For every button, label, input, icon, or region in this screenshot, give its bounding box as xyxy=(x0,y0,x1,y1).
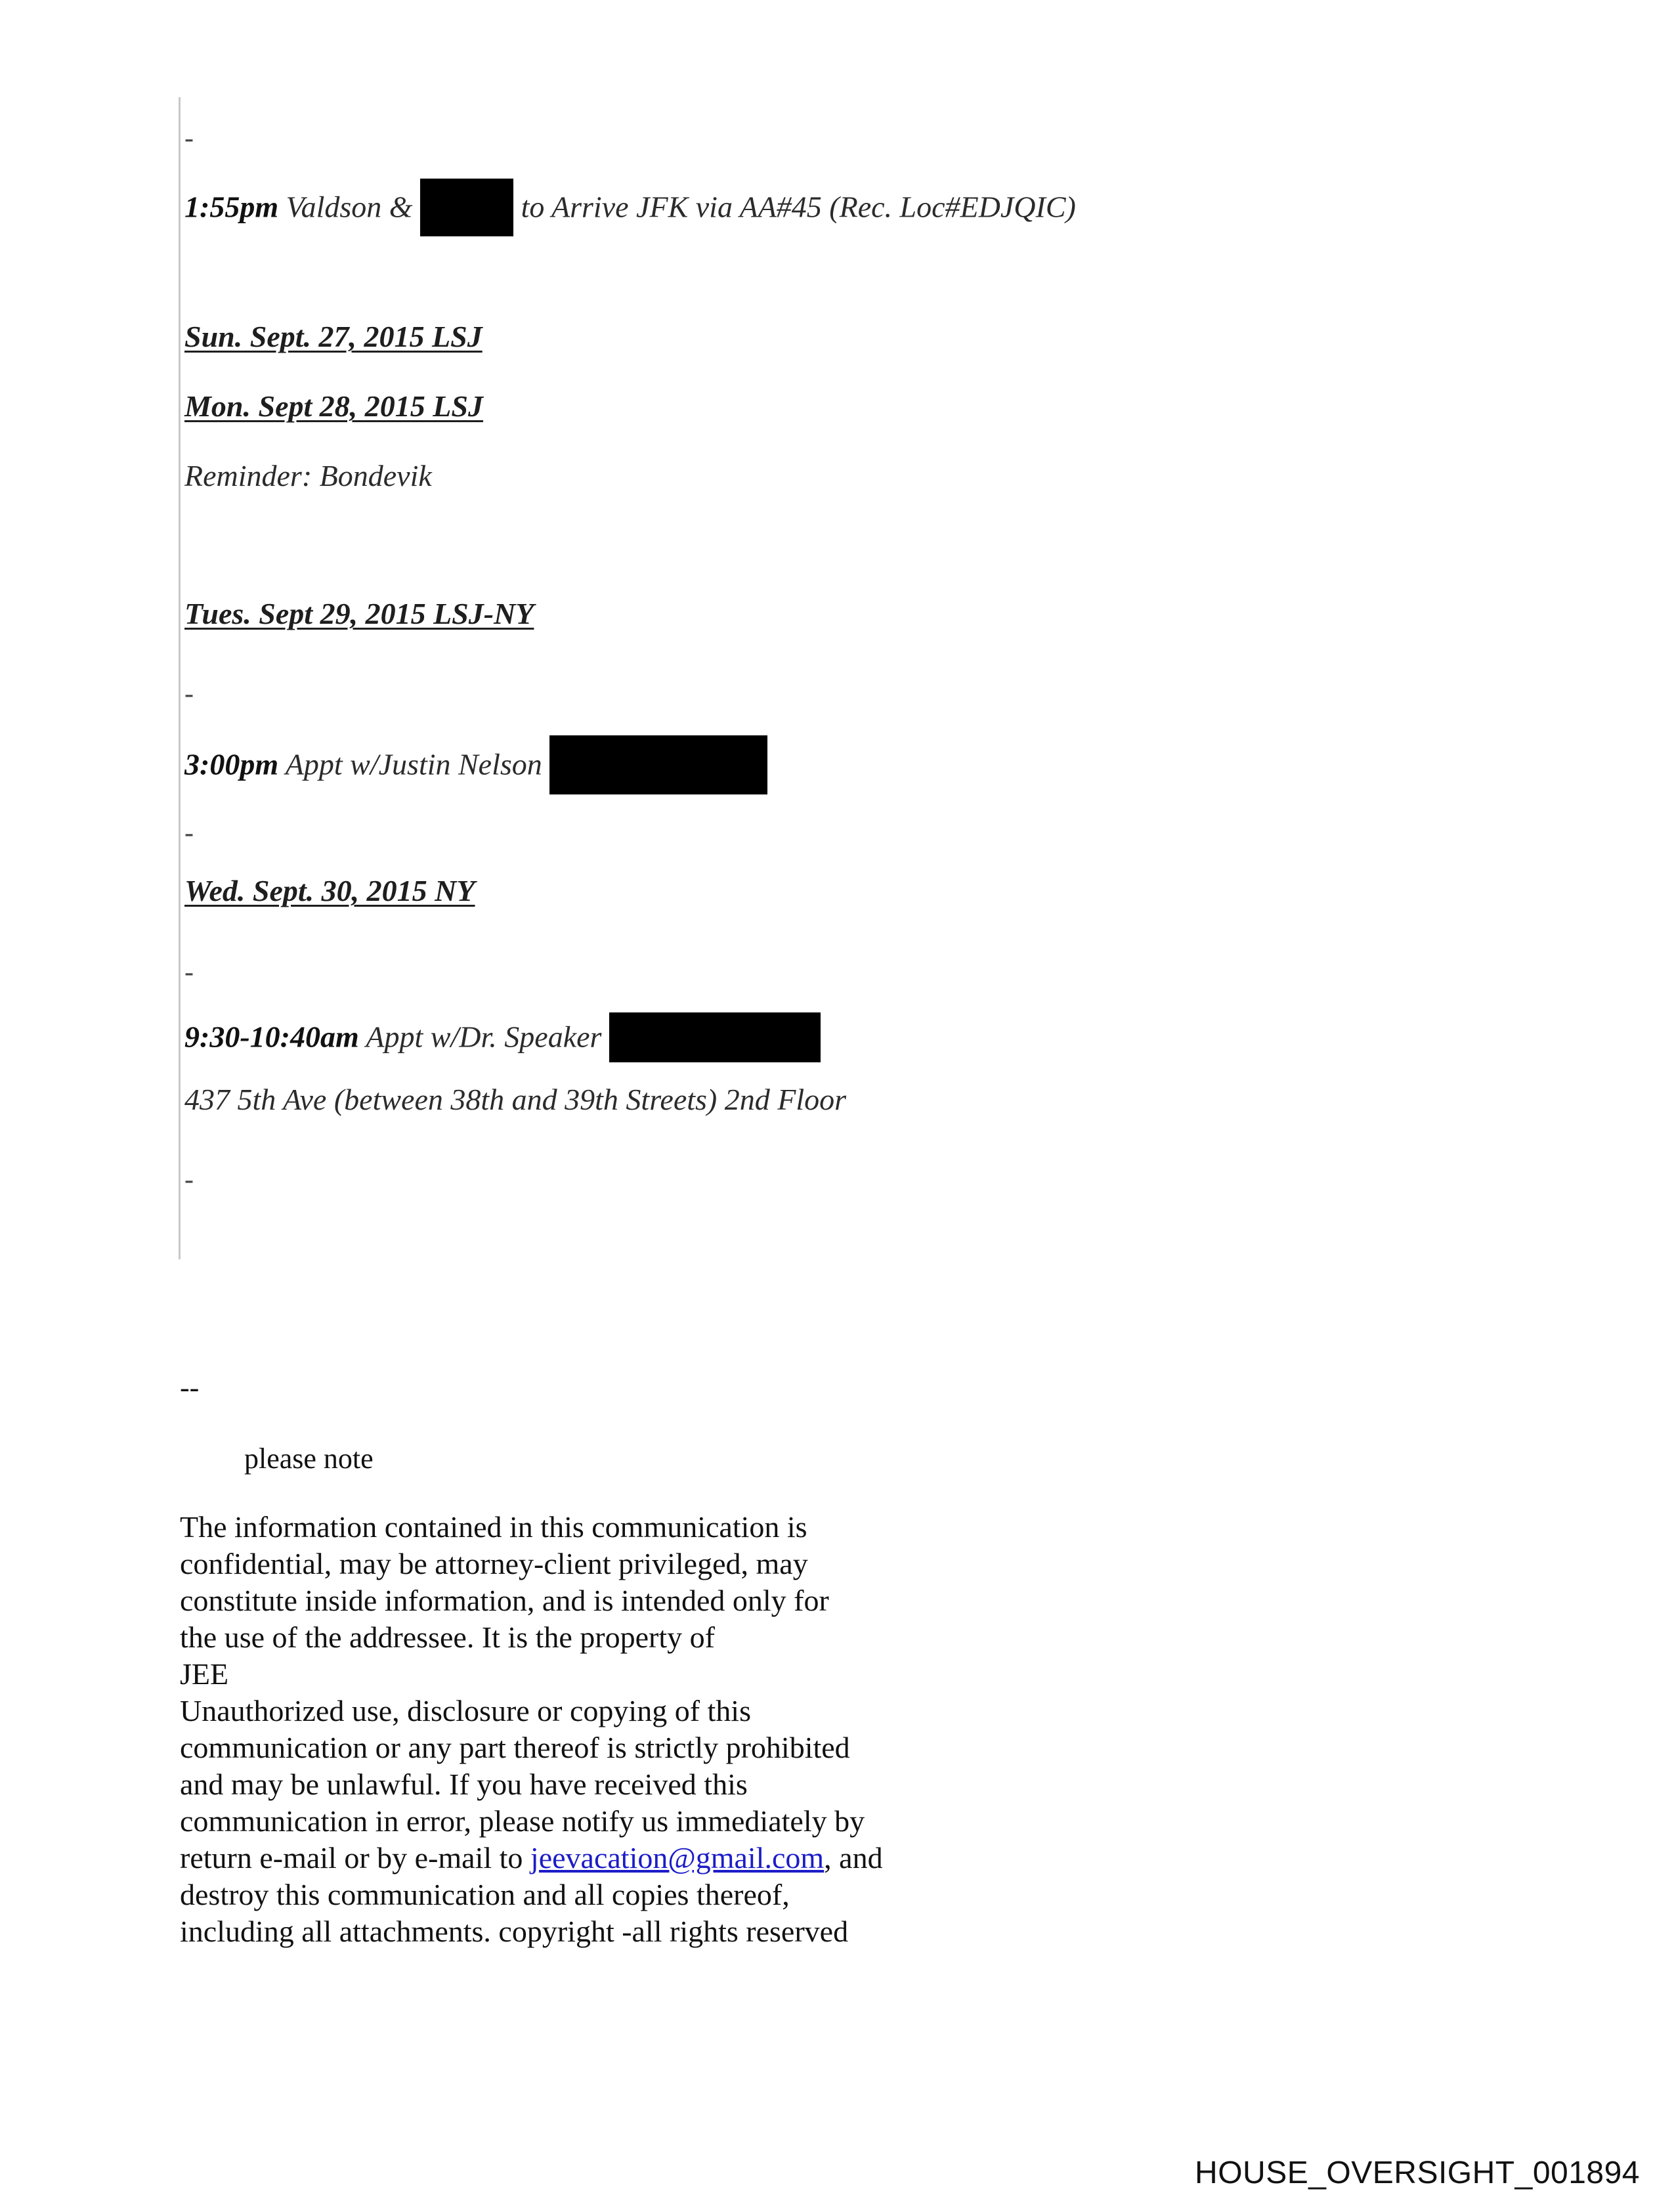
appt-nelson-text: Appt w/Justin Nelson xyxy=(285,747,542,781)
day-heading-tue: Tues. Sept 29, 2015 LSJ-NY xyxy=(184,597,534,630)
appt-nelson-line xyxy=(184,738,767,797)
disclaimer-line: constitute inside information, and is intended only for xyxy=(180,1584,829,1617)
email-link[interactable]: jeevacation@gmail.com xyxy=(530,1841,825,1875)
disclaimer-line: and may be unlawful. If you have received this xyxy=(180,1767,748,1801)
appt-speaker-line xyxy=(184,1015,821,1065)
day-heading-wed: Wed. Sept. 30, 2015 NY xyxy=(184,874,475,907)
disclaimer-line: the use of the addressee. It is the property of xyxy=(180,1620,715,1654)
dash-3: - xyxy=(184,818,194,848)
arrival-text-b: to Arrive JFK via AA#45 (Rec. Loc#EDJQIC) xyxy=(521,190,1076,224)
disclaimer-line: confidential, may be attorney-client privileged, may xyxy=(180,1547,808,1580)
dash-4: - xyxy=(184,957,194,987)
disclaimer-line: Unauthorized use, disclosure or copying of this xyxy=(180,1694,751,1727)
email-prefix: return e-mail or by e-mail to xyxy=(180,1841,530,1875)
reminder-line: Reminder: Bondevik xyxy=(184,459,432,492)
day-heading-sun: Sun. Sept. 27, 2015 LSJ xyxy=(184,320,483,353)
dash-1: - xyxy=(184,123,194,154)
disclaimer-line: JEE xyxy=(180,1657,229,1691)
please-note: please note xyxy=(244,1442,374,1475)
appt-speaker-text: Appt w/Dr. Speaker xyxy=(366,1020,602,1054)
email-suffix: , and xyxy=(824,1841,883,1875)
confidentiality-disclaimer xyxy=(180,1509,1007,1950)
redaction-block xyxy=(549,735,767,794)
redaction-block xyxy=(609,1012,821,1062)
redaction-block xyxy=(420,179,513,236)
arrival-text-a: Valdson & xyxy=(286,190,413,224)
appt-speaker-time: 9:30-10:40am xyxy=(184,1020,359,1054)
dash-5: - xyxy=(184,1165,194,1195)
dash-2: - xyxy=(184,679,194,709)
disclaimer-line: including all attachments. copyright -all rights reserved xyxy=(180,1915,849,1948)
disclaimer-line: communication in error, please notify us immediately by xyxy=(180,1804,865,1838)
address-line: 437 5th Ave (between 38th and 39th Streets) 2nd Floor xyxy=(184,1083,847,1116)
signature-separator: -- xyxy=(180,1372,200,1404)
quote-bar xyxy=(179,97,181,1259)
appt-nelson-time: 3:00pm xyxy=(184,747,279,781)
day-heading-mon: Mon. Sept 28, 2015 LSJ xyxy=(184,389,483,423)
bates-number: HOUSE_OVERSIGHT_001894 xyxy=(1195,2156,1640,2190)
arrival-time: 1:55pm xyxy=(184,190,279,224)
arrival-line xyxy=(184,181,1076,239)
disclaimer-line: The information contained in this communication is xyxy=(180,1510,807,1544)
disclaimer-line: destroy this communication and all copies thereof, xyxy=(180,1878,790,1911)
disclaimer-email-line xyxy=(180,1840,1007,1876)
disclaimer-line: communication or any part thereof is strictly prohibited xyxy=(180,1731,850,1764)
